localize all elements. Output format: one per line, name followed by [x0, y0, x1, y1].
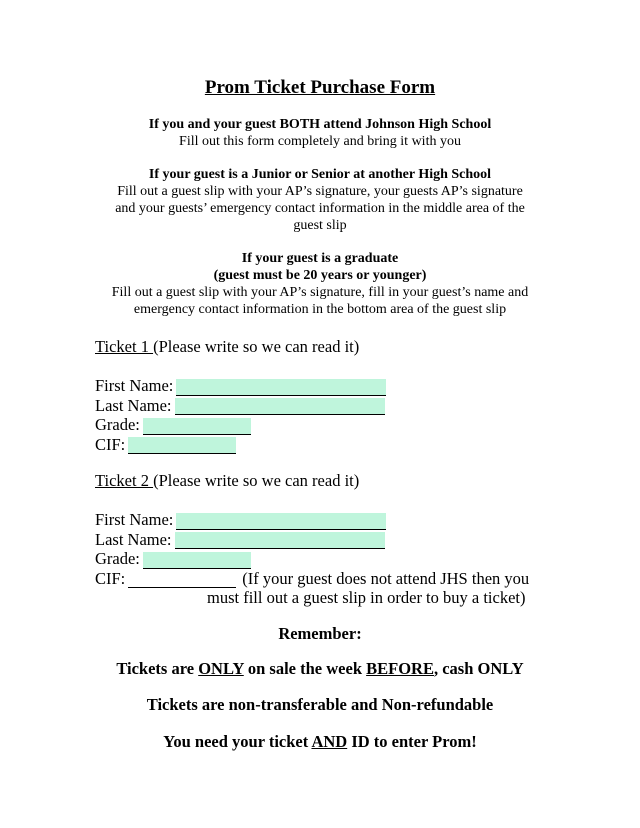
- ticket-2-cif-label: CIF:: [95, 568, 126, 588]
- ticket-1-cif-label: CIF:: [95, 434, 126, 454]
- ticket-2-last-name-field[interactable]: [175, 532, 385, 549]
- ticket-2-header: [95, 471, 555, 491]
- ticket-2-grade-label: Grade:: [95, 549, 140, 568]
- ticket-1-label: Ticket 1: [95, 337, 154, 356]
- ticket-1-cif-row: [95, 435, 386, 455]
- ticket-1-first-name-label: First Name:: [95, 376, 174, 395]
- ticket-1-header: [95, 337, 386, 357]
- id-required-notice: [0, 732, 640, 752]
- section-other-school: [108, 166, 532, 234]
- sale-notice-only: ONLY: [198, 659, 244, 678]
- ticket-2-grade-field[interactable]: [143, 552, 251, 569]
- section-both-attend: [100, 116, 540, 150]
- non-transferable-notice: Tickets are non-transferable and Non-refundable: [146, 695, 494, 714]
- id-notice-part-a: You need your ticket: [163, 732, 312, 751]
- ticket-2-last-name-row: [95, 530, 555, 550]
- section-graduate: [104, 250, 536, 318]
- ticket-1-first-name-row: [95, 376, 386, 396]
- section-both-attend-heading: If you and your guest BOTH attend Johnson High School: [148, 117, 492, 132]
- ticket-2-first-name-row: [95, 510, 555, 530]
- ticket-1: [95, 337, 386, 454]
- sale-week-notice: [0, 659, 640, 679]
- sale-notice-part-e: , cash ONLY: [433, 659, 524, 678]
- ticket-1-instruction: (Please write so we can read it): [153, 337, 360, 356]
- ticket-1-last-name-field[interactable]: [175, 398, 385, 415]
- section-graduate-text: Fill out a guest slip with your AP’s signature, fill in your guest’s name and emergency contact information in the bottom area of the guest slip: [111, 285, 529, 317]
- ticket-2-cif-note-line1: (If your guest does not attend JHS then you: [242, 568, 530, 588]
- ticket-2-last-name-label: Last Name:: [95, 529, 172, 549]
- ticket-2: [95, 471, 555, 608]
- ticket-2-label: Ticket 2: [95, 471, 154, 490]
- ticket-2-grade-row: [95, 549, 555, 569]
- ticket-1-grade-field[interactable]: [143, 418, 251, 435]
- ticket-2-cif-note-line2: must fill out a guest slip in order to buy a ticket): [207, 588, 526, 607]
- section-other-school-text: Fill out a guest slip with your AP’s signature, your guests AP’s signature and your guests’ emergency contact information in the middle area of the guest slip: [115, 184, 525, 233]
- ticket-2-instruction: (Please write so we can read it): [153, 471, 360, 490]
- sale-notice-part-a: Tickets are: [116, 659, 199, 678]
- id-notice-and: AND: [311, 732, 348, 751]
- ticket-1-first-name-field[interactable]: [176, 379, 386, 396]
- ticket-1-grade-label: Grade:: [95, 415, 140, 434]
- sale-notice-part-c: on sale the week: [243, 659, 367, 678]
- section-graduate-age-note: (guest must be 20 years or younger): [213, 268, 427, 283]
- page-title: Prom Ticket Purchase Form: [204, 77, 436, 98]
- ticket-2-first-name-field[interactable]: [176, 513, 386, 530]
- ticket-1-grade-row: [95, 415, 386, 435]
- ticket-1-cif-field[interactable]: [128, 437, 236, 454]
- ticket-2-first-name-label: First Name:: [95, 510, 174, 529]
- section-other-school-heading: If your guest is a Junior or Senior at another High School: [148, 167, 492, 182]
- ticket-1-last-name-row: [95, 396, 386, 416]
- remember-heading: Remember:: [278, 624, 362, 643]
- section-both-attend-text: Fill out this form completely and bring it with you: [179, 134, 461, 149]
- ticket-1-last-name-label: Last Name:: [95, 395, 172, 415]
- ticket-2-cif-field[interactable]: [128, 571, 236, 588]
- ticket-2-cif-row: [95, 569, 555, 589]
- id-notice-part-c: ID to enter Prom!: [347, 732, 477, 751]
- sale-notice-before: BEFORE: [366, 659, 434, 678]
- section-graduate-heading: If your guest is a graduate: [241, 251, 399, 266]
